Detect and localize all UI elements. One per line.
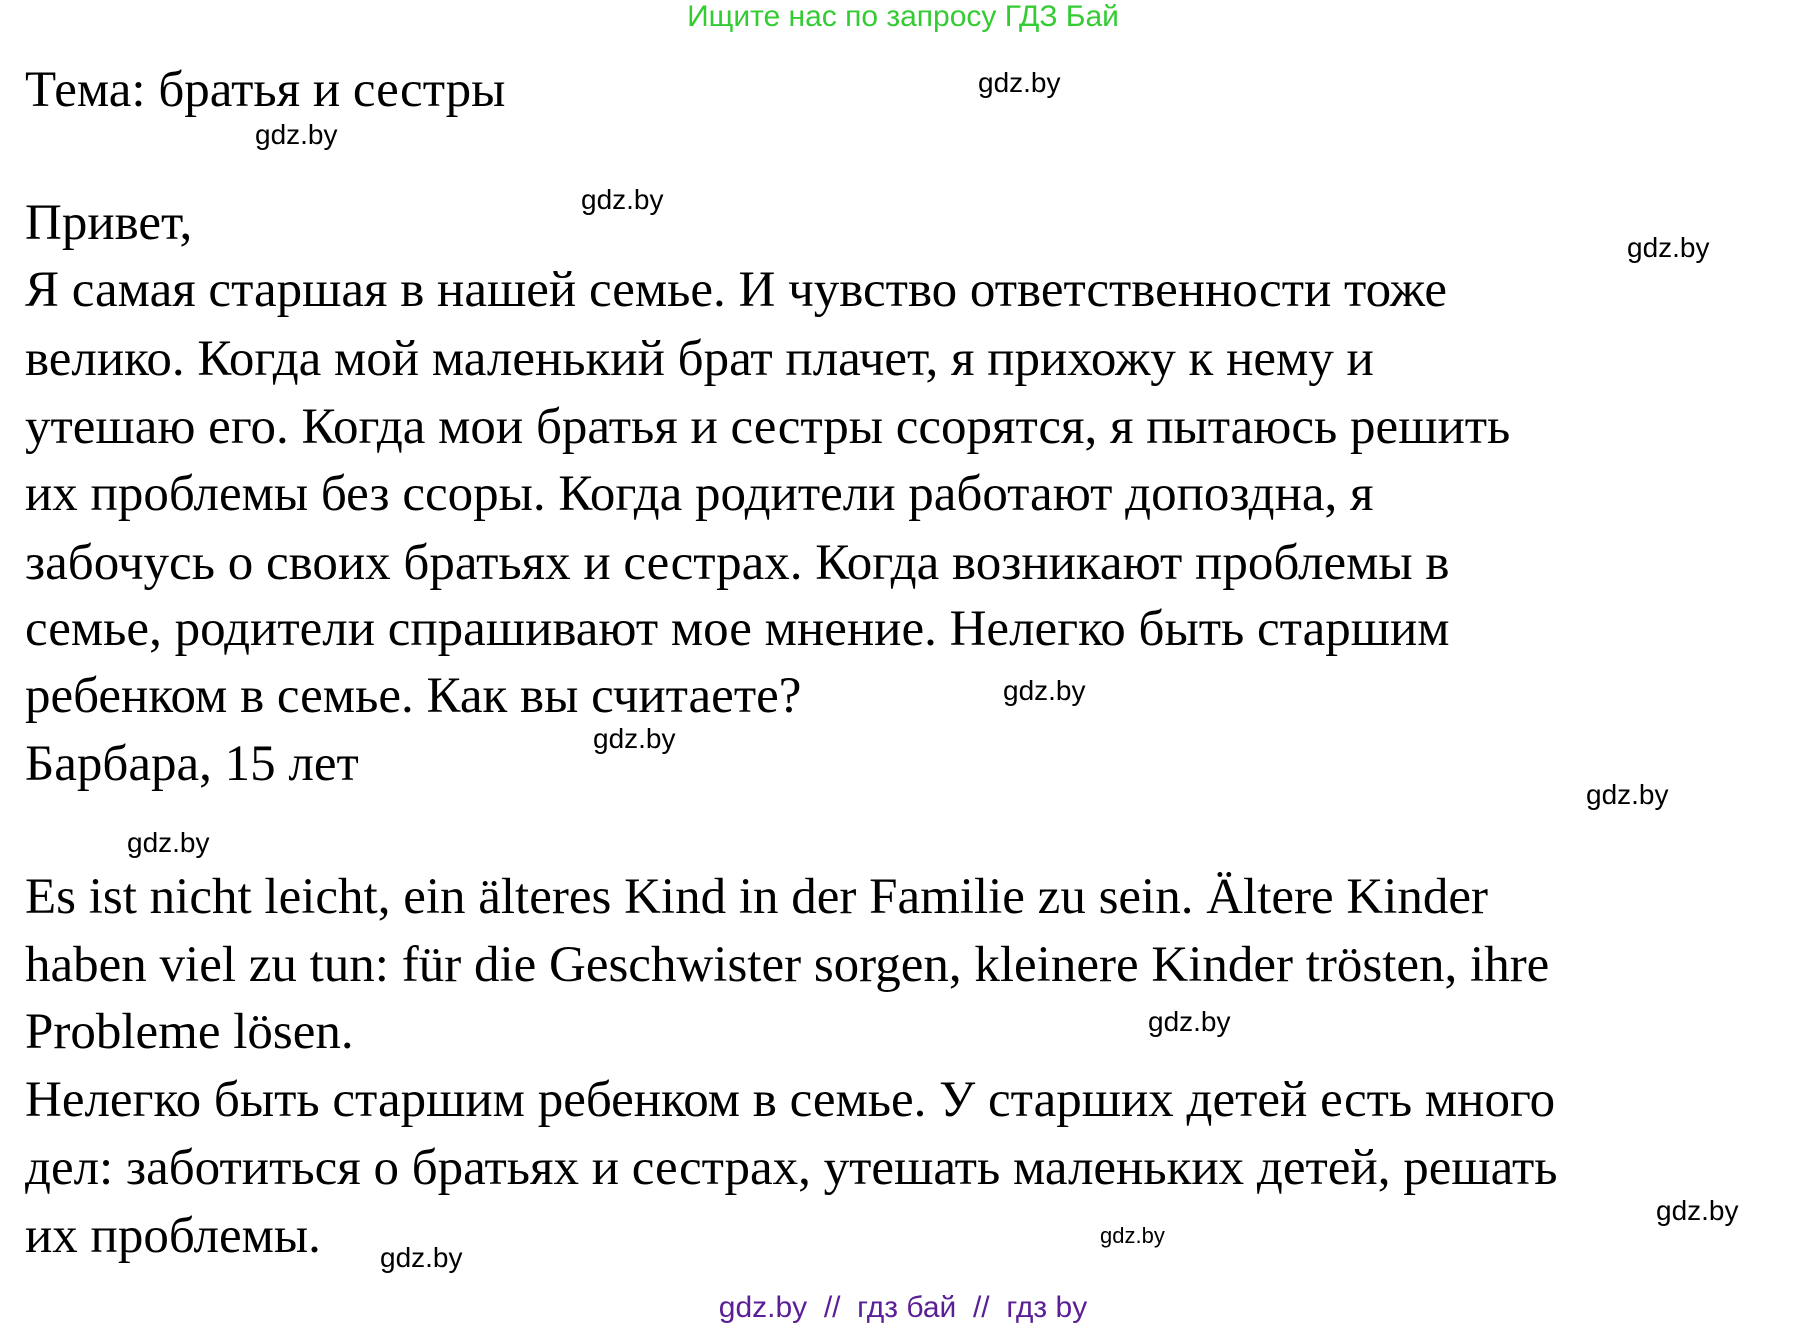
watermark: gdz.by (380, 1242, 463, 1273)
russian-line: дел: заботиться о братьях и сестрах, утешать маленьких детей, решать (25, 1140, 1558, 1196)
letter-line: забочусь о своих братьях и сестрах. Когда возникают проблемы в (25, 535, 1450, 591)
watermark: gdz.by (1656, 1195, 1739, 1226)
letter-greeting: Привет, (25, 195, 193, 251)
search-banner: Ищите нас по запросу ГДЗ Бай (687, 0, 1119, 33)
watermark: gdz.by (1627, 232, 1710, 263)
watermark: gdz.by (1148, 1006, 1231, 1037)
letter-line: их проблемы без ссоры. Когда родители работают допоздна, я (25, 466, 1374, 522)
letter-line: утешаю его. Когда мои братья и сестры ссорятся, я пытаюсь решить (25, 399, 1511, 455)
letter-line: ребенком в семье. Как вы считаете? (25, 668, 802, 724)
watermark: gdz.by (1003, 675, 1086, 706)
watermark: gdz.by (593, 723, 676, 754)
german-line: Es ist nicht leicht, ein älteres Kind in der Familie zu sein. Ältere Kinder (25, 869, 1489, 925)
german-line: Probleme lösen. (25, 1004, 354, 1060)
watermark: gdz.by (1586, 779, 1669, 810)
russian-line: их проблемы. (25, 1208, 321, 1264)
letter-signature: Барбара, 15 лет (25, 736, 359, 792)
watermark: gdz.by (978, 67, 1061, 98)
letter-line: семье, родители спрашивают мое мнение. Нелегко быть старшим (25, 601, 1450, 657)
russian-line: Нелегко быть старшим ребенком в семье. У старших детей есть много (25, 1072, 1556, 1128)
watermark: gdz.by (1100, 1223, 1165, 1248)
page-title: Тема: братья и сестры (25, 62, 506, 118)
letter-line: велико. Когда мой маленький брат плачет, я прихожу к нему и (25, 331, 1374, 387)
german-line: haben viel zu tun: für die Geschwister sorgen, kleinere Kinder trösten, ihre (25, 937, 1550, 993)
watermark: gdz.by (255, 119, 338, 150)
watermark: gdz.by (127, 827, 210, 858)
letter-line: Я самая старшая в нашей семье. И чувство ответственности тоже (25, 262, 1448, 318)
footer-links: gdz.by // гдз бай // гдз by (718, 1291, 1088, 1324)
watermark: gdz.by (581, 184, 664, 215)
